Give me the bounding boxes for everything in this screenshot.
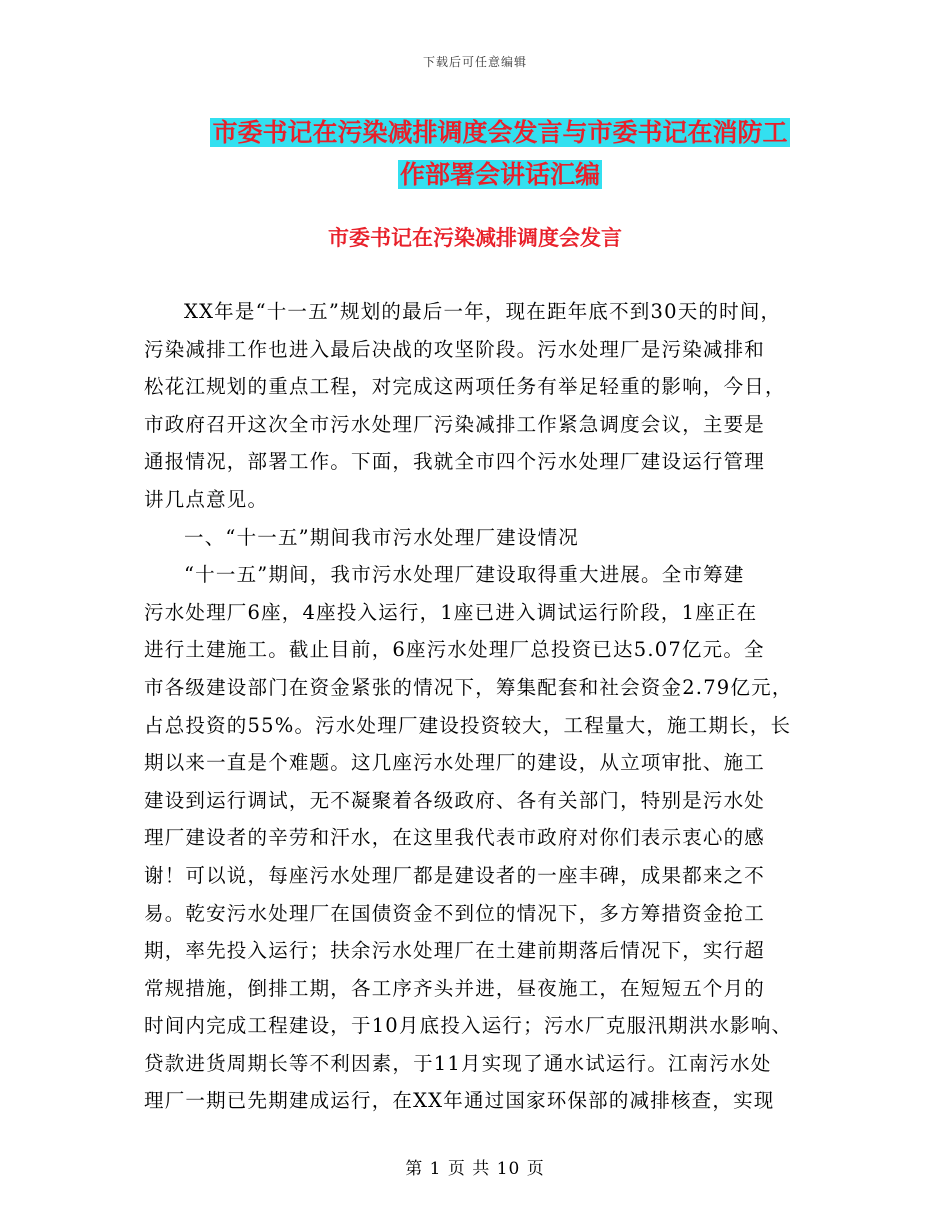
body-line: 谢！可以说，每座污水处理厂都是建设者的一座丰碑，成果都来之不 — [144, 863, 766, 887]
section-title: 市委书记在污染减排调度会发言 — [328, 226, 622, 250]
body-line: 贷款进货周期长等不利因素，于11月实现了通水试运行。江南污水处 — [144, 1051, 772, 1075]
body-line: 污水处理厂6座，4座投入运行，1座已进入调试运行阶段，1座正在 — [144, 600, 758, 624]
body-line: 讲几点意见。 — [144, 487, 269, 511]
body-text — [144, 293, 816, 1120]
body-line: 市各级建设部门在资金紧张的情况下，筹集配套和社会资金2.79亿元， — [144, 675, 793, 699]
body-line: 松花江规划的重点工程，对完成这两项任务有举足轻重的影响，今日， — [144, 375, 786, 399]
document-title — [120, 112, 880, 196]
body-line: 时间内完成工程建设，于10月底投入运行；污水厂克服汛期洪水影响、 — [144, 1014, 793, 1038]
body-line: 期以来一直是个难题。这几座污水处理厂的建设，从立项审批、施工 — [144, 751, 766, 775]
body-line: 市政府召开这次全市污水处理厂污染减排工作紧急调度会议，主要是 — [144, 412, 766, 436]
body-line: 一、“十一五”期间我市污水处理厂建设情况 — [184, 525, 579, 549]
body-line: 通报情况，部署工作。下面，我就全市四个污水处理厂建设运行管理 — [144, 450, 766, 474]
body-line: “十一五”期间，我市污水处理厂建设取得重大进展。全市筹建 — [184, 563, 745, 587]
header-note: 下载后可任意编辑 — [422, 55, 527, 69]
body-line: XX年是“十一五”规划的最后一年，现在距年底不到30天的时间， — [184, 300, 782, 323]
body-line: 污染减排工作也进入最后决战的攻坚阶段。污水处理厂是污染减排和 — [144, 337, 766, 361]
body-line: 易。乾安污水处理厂在国债资金不到位的情况下，多方筹措资金抢工 — [144, 901, 766, 925]
body-line: 建设到运行调试，无不凝聚着各级政府、各有关部门，特别是污水处 — [144, 788, 766, 812]
body-line: 理厂建设者的辛劳和汗水，在这里我代表市政府对你们表示衷心的感 — [144, 826, 766, 850]
page-footer: 第 1 页 共 10 页 — [405, 1159, 545, 1179]
document-title-line-1: 市委书记在污染减排调度会发言与市委书记在消防工 — [212, 118, 788, 147]
body-line: 期，率先投入运行；扶余污水处理厂在土建前期落后情况下，实行超 — [144, 939, 766, 963]
document-title-line-2: 作部署会讲话汇编 — [399, 160, 600, 189]
body-line: 常规措施，倒排工期，各工序齐头并进，昼夜施工，在短短五个月的 — [144, 976, 766, 1000]
body-line: 理厂一期已先期建成运行，在XX年通过国家环保部的减排核查，实现 — [144, 1089, 775, 1113]
body-line: 占总投资的55%。污水处理厂建设投资较大，工程量大，施工期长，长 — [144, 713, 792, 737]
body-line: 进行土建施工。截止目前，6座污水处理厂总投资已达5.07亿元。全 — [144, 638, 765, 662]
